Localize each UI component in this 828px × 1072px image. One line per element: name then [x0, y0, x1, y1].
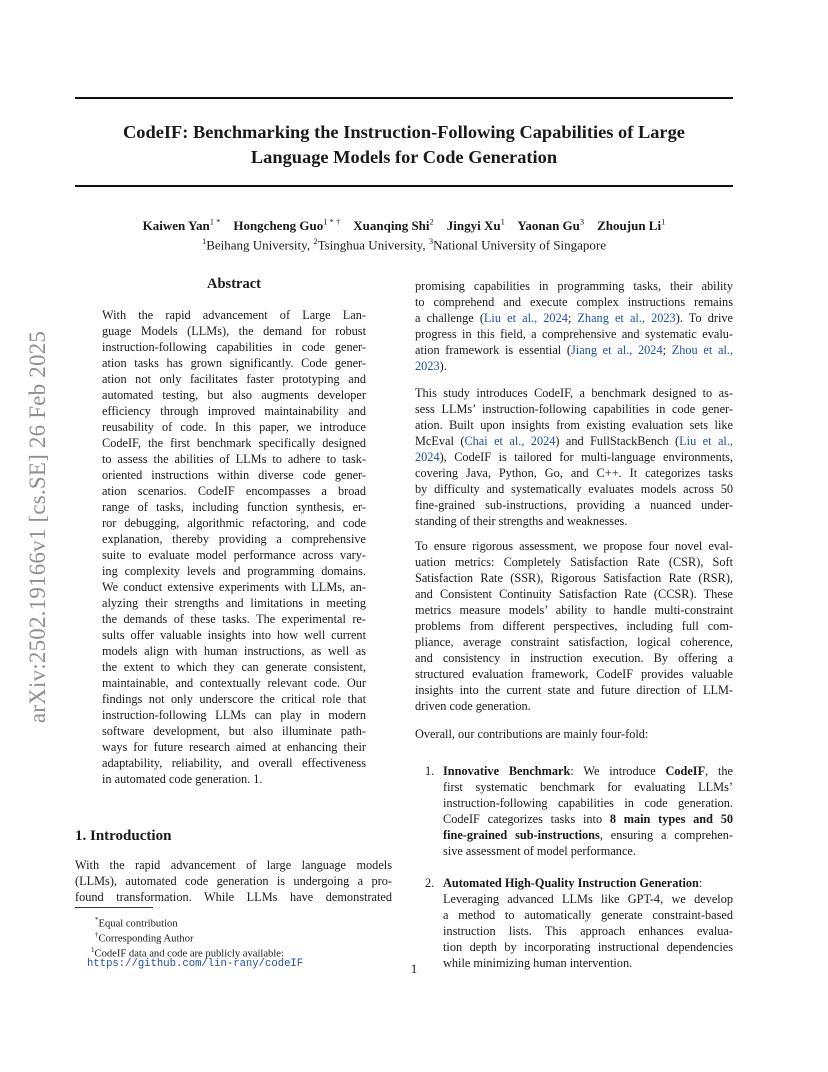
text-line: fine-grained sub-instructions, providing a nuanced under- [415, 498, 733, 512]
title-bottom-rule [75, 185, 733, 187]
introduction-line: found transformation. While LLMs have demonstrated [75, 890, 392, 904]
list-line: first systematic benchmark for evaluating LLMs’ [443, 780, 733, 794]
text-line: covering Java, Python, Go, and C++. It categorizes tasks [415, 466, 733, 480]
affiliations: $^1$Beihang University, $^2$Tsinghua University, $^3$National University of Singapore [201, 236, 607, 253]
text-line: to comprehend and execute complex instructions remains [415, 295, 733, 309]
footnote-equal-contribution: *Equal contribution [95, 916, 178, 930]
text-line: promising capabilities in programming tasks, their ability [415, 279, 733, 293]
text-line: McEval (Chai et al., 2024) and FullStackBench (Liu et al., [415, 434, 733, 448]
text-line: a challenge (Liu et al., 2024; Zhang et al., 2023). To drive [415, 311, 733, 325]
arxiv-identifier: arXiv:2502.19166v1 [cs.SE] 26 Feb 2025 [25, 330, 50, 724]
abstract-line: the extent to which they can generate consistent, [102, 660, 366, 674]
citation-link[interactable]: Chai et al., 2024 [464, 434, 556, 448]
author: Yaonan Gu$^3$ [517, 217, 585, 234]
text-line: 2023). [415, 359, 447, 373]
abstract-line: We conduct extensive experiments with LLMs, an- [102, 580, 366, 594]
abstract-line: in automated code generation. 1. [102, 772, 263, 786]
text-line: by difficulty and systematically evaluates models across 50 [415, 482, 733, 496]
introduction-heading: 1. Introduction [75, 828, 172, 844]
abstract-line: ing complexity levels and programming domains. [102, 564, 366, 578]
text-line: Overall, our contributions are mainly four-fold: [415, 727, 649, 741]
text-line: standing of their strengths and weaknesses. [415, 514, 628, 528]
abstract-line: alyzing their strengths and limitations in meeting [102, 596, 366, 610]
abstract-line: instruction-following capabilities in code gener- [102, 340, 366, 354]
title-top-rule [75, 97, 733, 99]
abstract-line: ation not only facilitates faster prototyping and [102, 372, 366, 386]
abstract-line: suite to evaluate model performance across vary- [102, 548, 366, 562]
abstract-line: explanation, thereby providing a comprehensive [102, 532, 366, 546]
footnote-rule [75, 907, 153, 908]
list-line: tion depth by incorporating instructional dependencies [443, 940, 733, 954]
text-line: problems from different perspectives, including full com- [415, 619, 733, 633]
abstract-line: findings not only underscore the critical role that [102, 692, 366, 706]
list-line: fine-grained sub-instructions, ensuring a comprehen- [443, 828, 733, 842]
text-line: sess LLMs’ instruction-following capabilities in code gener- [415, 402, 733, 416]
list-line: instruction-following capabilities in code generation. [443, 796, 733, 810]
abstract-line: ways for future research aimed at enhancing their [102, 740, 366, 754]
abstract-line: ror debugging, algorithmic refactoring, and code [102, 516, 366, 530]
citation-link[interactable]: Zhang et al., 2023 [577, 311, 676, 325]
list-line: while minimizing human intervention. [443, 956, 633, 970]
abstract-line: range of tasks, including function synthesis, er- [102, 500, 366, 514]
abstract-heading: Abstract [207, 276, 261, 292]
abstract-line: adaptability, reliability, and overall effectiveness [102, 756, 366, 770]
citation-link[interactable]: Liu et al., [679, 434, 733, 448]
list-line: Leveraging advanced LLMs like GPT-4, we develop [443, 892, 733, 906]
citation-link[interactable]: Jiang et al., 2024 [571, 343, 663, 357]
abstract-line: instruction-following LLMs can play in modern [102, 708, 366, 722]
abstract-line: sults offer valuable insights into how well current [102, 628, 366, 642]
paper-title [75, 120, 733, 170]
list-line: Innovative Benchmark: We introduce CodeIF, the [443, 764, 733, 778]
text-line: driven code generation. [415, 699, 531, 713]
list-line: CodeIF categorizes tasks into 8 main types and 50 [443, 812, 734, 826]
text-line: uation metrics: Completely Satisfaction Rate (CSR), Soft [415, 555, 733, 569]
list-line: Automated High-Quality Instruction Generation: [443, 876, 703, 890]
author: Xuanqing Shi$^2$ [353, 217, 434, 234]
citation-link[interactable]: 2024 [415, 450, 440, 464]
text-line: and consistency in instruction execution. By offering a [415, 651, 733, 665]
citation-link[interactable]: Liu et al., 2024 [483, 311, 568, 325]
author: Hongcheng Guo$^{1 * \dagger}$ [233, 217, 341, 234]
list-number: 2. [425, 876, 435, 890]
text-line: progress in this field, a comprehensive and systematic evalu- [415, 327, 733, 341]
list-line: sive assessment of model performance. [443, 844, 636, 858]
introduction-line: With the rapid advancement of large language models [75, 858, 392, 872]
abstract-line: reusability of code. In this paper, we introduce [102, 420, 366, 434]
text-line: This study introduces CodeIF, a benchmark designed to as- [415, 386, 733, 400]
list-line: a method to automatically generate constraint-based [443, 908, 733, 922]
introduction-line: (LLMs), automated code generation is undergoing a pro- [75, 874, 392, 888]
text-line: insights into the current state and future direction of LLM- [415, 683, 733, 697]
text-line: To ensure rigorous assessment, we propose four novel eval- [415, 539, 733, 553]
list-line: instruction lists. This approach enhances evalua- [443, 924, 733, 938]
citation-link[interactable]: Zhou et al., [671, 343, 734, 357]
abstract-line: models align with human instructions, as well as [102, 644, 366, 658]
text-line: and Consistent Continuity Satisfaction Rate (CCSR). These [415, 587, 733, 601]
author: Kaiwen Yan$^{1 *}$ [142, 217, 221, 234]
abstract-line: efficiency through improved maintainability and [102, 404, 366, 418]
author: Jingyi Xu$^1$ [446, 217, 505, 234]
text-line: ation. Built upon insights from existing evaluation sets like [415, 418, 733, 432]
github-link[interactable]: https://github.com/lin-rany/codeIF [87, 958, 304, 970]
abstract-line: ation scenarios. CodeIF encompasses a broad [102, 484, 366, 498]
abstract-line: to assess the abilities of LLMs to adhere to task- [102, 452, 366, 466]
text-line: ation framework is essential (Jiang et al., 2024; Zhou et al., [415, 343, 734, 357]
abstract-line: maintainable, and contextually relevant code. Our [102, 676, 366, 690]
abstract-line: ation tasks has grown significantly. Code gener- [102, 356, 366, 370]
abstract-line: guage Models (LLMs), the demand for robust [102, 324, 366, 338]
abstract-line: the demands of these tasks. The experimental re- [102, 612, 366, 626]
abstract-line: automated testing, but also augments developer [102, 388, 366, 402]
text-line: Satisfaction Rate (SSR), Rigorous Satisfaction Rate (RSR), [415, 571, 733, 585]
text-line: pliance, average constraint satisfaction, logical coherence, [415, 635, 733, 649]
footnote-corresponding-author: †Corresponding Author [95, 931, 194, 945]
text-line: metrics measure models’ ability to handle multi-constraint [415, 603, 733, 617]
footnote-data-availability: $^1$CodeIF data and code are publicly available: [91, 946, 284, 960]
author: Zhoujun Li$^1$ [597, 217, 666, 234]
title-line-2: Language Models for Code Generation [250, 147, 558, 167]
page-number: 1 [410, 961, 418, 976]
text-line: structured evaluation framework, CodeIF provides valuable [415, 667, 733, 681]
text-line: 2024), CodeIF is tailored for multi-language environments, [415, 450, 733, 464]
abstract-line: oriented instructions within diverse code gener- [102, 468, 366, 482]
title-line-1: CodeIF: Benchmarking the Instruction-Following Capabilities of Large [123, 122, 685, 142]
list-number: 1. [425, 764, 435, 778]
abstract-line: With the rapid advancement of Large Lan- [102, 308, 366, 322]
abstract-line: CodeIF, the first benchmark specifically designed [102, 436, 366, 450]
citation-link[interactable]: 2023 [415, 359, 440, 373]
abstract-line: software development, but also illuminate path- [102, 724, 366, 738]
